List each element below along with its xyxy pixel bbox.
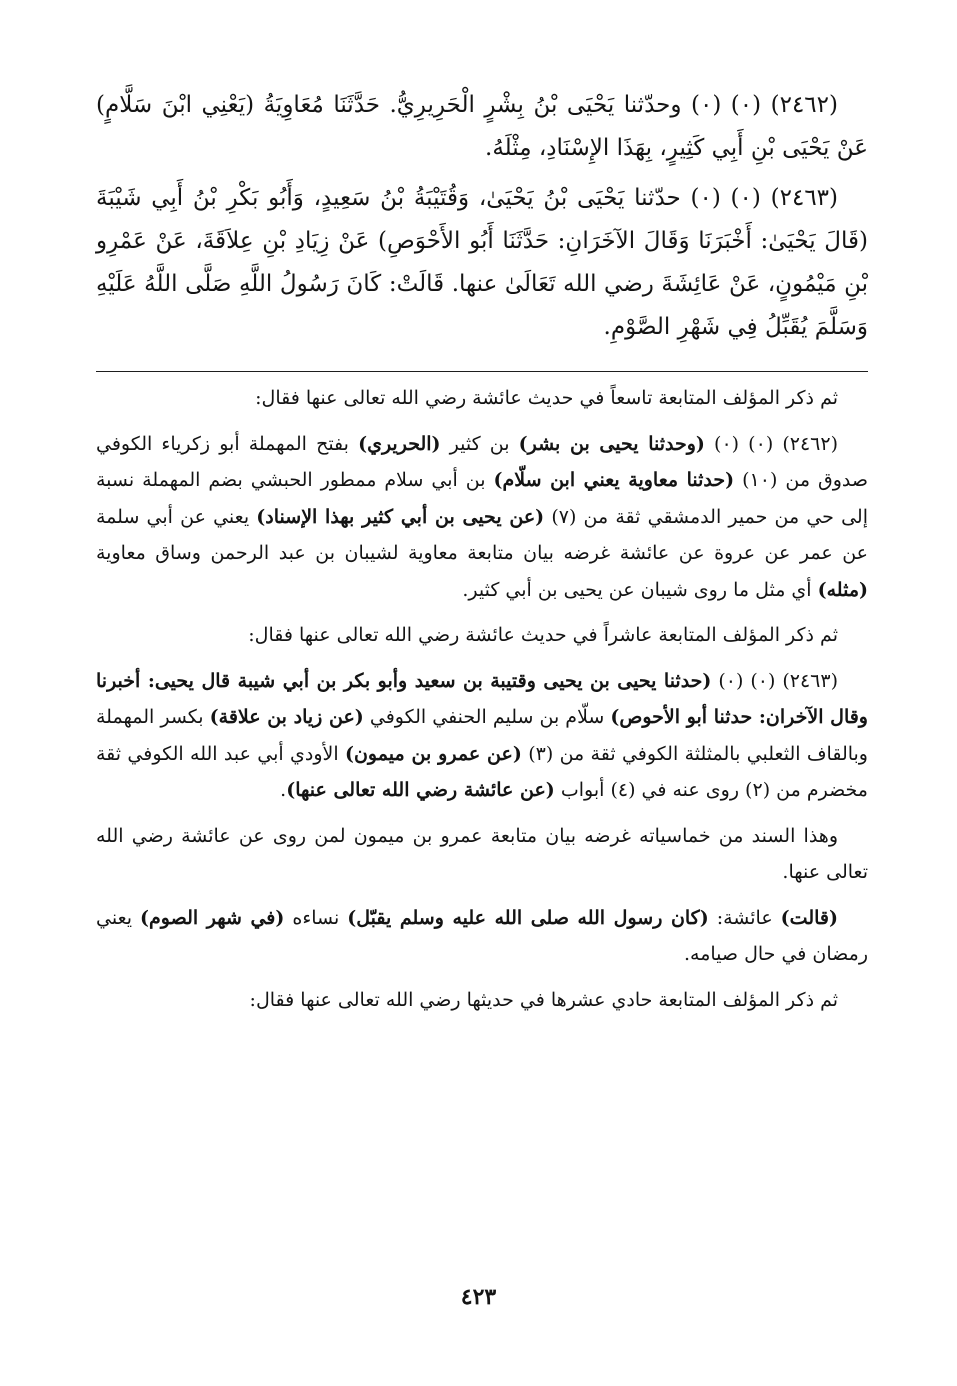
commentary-number: (٢٤٦٣) (٠) (٠): [718, 669, 838, 692]
quoted-text: (الحريري): [358, 432, 441, 455]
commentary-intro-ninth: ثم ذكر المؤلف المتابعة تاسعاً في حديث عائشة رضي الله تعالى عنها فقال:: [255, 387, 838, 409]
commentary-2462: [96, 426, 868, 609]
hadith-number: (٢٤٦٢) (٠) (٠): [690, 92, 838, 118]
quoted-text: (عن عائشة رضي الله تعالى عنها): [286, 779, 555, 801]
explanation-text: يعني رمضان في حال صيامه.: [96, 906, 868, 965]
quoted-text: (مثله): [817, 578, 868, 601]
quoted-text: (عن عمرو بن ميمون): [344, 742, 522, 765]
explanation-text: بفتح المهملة أبو زكرياء الكوفي صدوق من (١٠): [96, 432, 869, 491]
hadith-2463-text: [96, 177, 868, 349]
separator-rule: [96, 371, 868, 372]
quoted-text: (حدثنا يحيى بن يحيى وقتيبة بن سعيد وأبو بكر بن أبي شيبة قال يحيى: أخبرنا وقال الآخران: حدثنا أبو الأحوص): [96, 669, 868, 728]
quoted-text: (في شهر الصوم): [140, 906, 285, 929]
explanation-text: نساءه: [292, 906, 340, 929]
quoted-text: (وحدثنا يحيى بن بشر): [518, 432, 705, 455]
page-content: [96, 84, 868, 1027]
commentary-intro-eleventh: ثم ذكر المؤلف المتابعة حادي عشرها في حديثها رضي الله تعالى عنها فقال:: [249, 988, 838, 1011]
hadith-body: وحدّثنا يَحْيَى بْنُ بِشْرٍ الْحَرِيرِيُّ. حَدَّثَنَا مُعَاوِيَةُ (يَعْنِي ابْنَ سَلَّامٍ) عَنْ يَحْيَى بْنِ أَبِي كَثِيرٍ، بِهَذَا الإِسْنَادِ، مِثْلَهُ.: [96, 92, 868, 161]
commentary-intro-tenth: ثم ذكر المؤلف المتابعة عاشراً في حديث عائشة رضي الله تعالى عنها فقال:: [248, 624, 838, 646]
quoted-text: (عن زياد بن علاقة): [209, 706, 364, 728]
commentary-2463: [96, 663, 868, 809]
explanation-text: .: [280, 779, 287, 801]
explanation-text: بكسر المهملة وبالقاف الثعلبي بالمثلثة الكوفي ثقة من (٣): [96, 706, 868, 765]
explanation-text: عائشة:: [716, 906, 773, 929]
commentary-sanad-note: وهذا السند من خماسياته غرضه بيان متابعة عمرو بن ميمون لمن روى عن عائشة رضي الله تعالى عنها.: [96, 824, 868, 883]
hadith-number: (٢٤٦٣) (٠) (٠): [690, 185, 839, 211]
page-number: ٤٢٣: [460, 1284, 497, 1310]
explanation-text: سلّام بن سليم الحنفي الكوفي: [369, 706, 605, 728]
commentary-number: (٢٤٦٢) (٠) (٠): [714, 432, 839, 455]
explanation-text: أي مثل ما روى شيبان عن يحيى بن أبي كثير.: [462, 578, 812, 601]
hadith-2462-text: [96, 84, 868, 170]
explanation-text: يعني عن أبي سلمة عن عمر عن عروة عن عائشة غرضه بيان متابعة معاوية لشيبان بن عبد الرحمن وساق معاوية: [96, 505, 868, 564]
explanation-text: بن كثير: [449, 432, 510, 455]
commentary-qalat: [96, 900, 868, 973]
explanation-text: بن أبي سلام ممطور الحبشي بضم المهملة نسبة إلى حي من حمير الدمشقي ثقة من (٧): [96, 469, 868, 528]
quoted-text: (قالت): [780, 906, 838, 929]
hadith-body: حدّثنا يَحْيَى بْنُ يَحْيَىٰ، وَقُتَيْبَةُ بْنُ سَعِيدٍ، وَأَبُو بَكْرِ بْنُ أَبِي شَيْبَةَ (قَالَ يَحْيَىٰ: أَخْبَرَنَا وَقَالَ الآخَرَانِ: حَدَّثَنَا أَبُو الأَحْوَصِ) عَنْ زِيَادِ بْنِ عِلاَقَةَ، عَنْ عَمْرِو بْنِ مَيْمُونٍ، عَنْ عَائِشَةَ رضي الله تَعَالَىٰ عنها. قَالَتْ: كَانَ رَسُولُ اللَّهِ صَلَّى اللَّهُ عَلَيْهِ وَسَلَّمَ يُقَبِّلُ فِي شَهْرِ الصَّوْمِ.: [96, 185, 868, 340]
quoted-text: (كان رسول الله صلى الله عليه وسلم يقبّل): [347, 906, 709, 929]
quoted-text: (حدثنا معاوية يعني ابن سلّام): [493, 469, 735, 491]
explanation-text: الأودي أبي عبد الله الكوفي ثقة مخضرم من (٢) روى عنه في (٤) أبواب: [96, 742, 868, 801]
quoted-text: (عن يحيى بن أبي كثير بهذا الإسناد): [256, 505, 545, 528]
